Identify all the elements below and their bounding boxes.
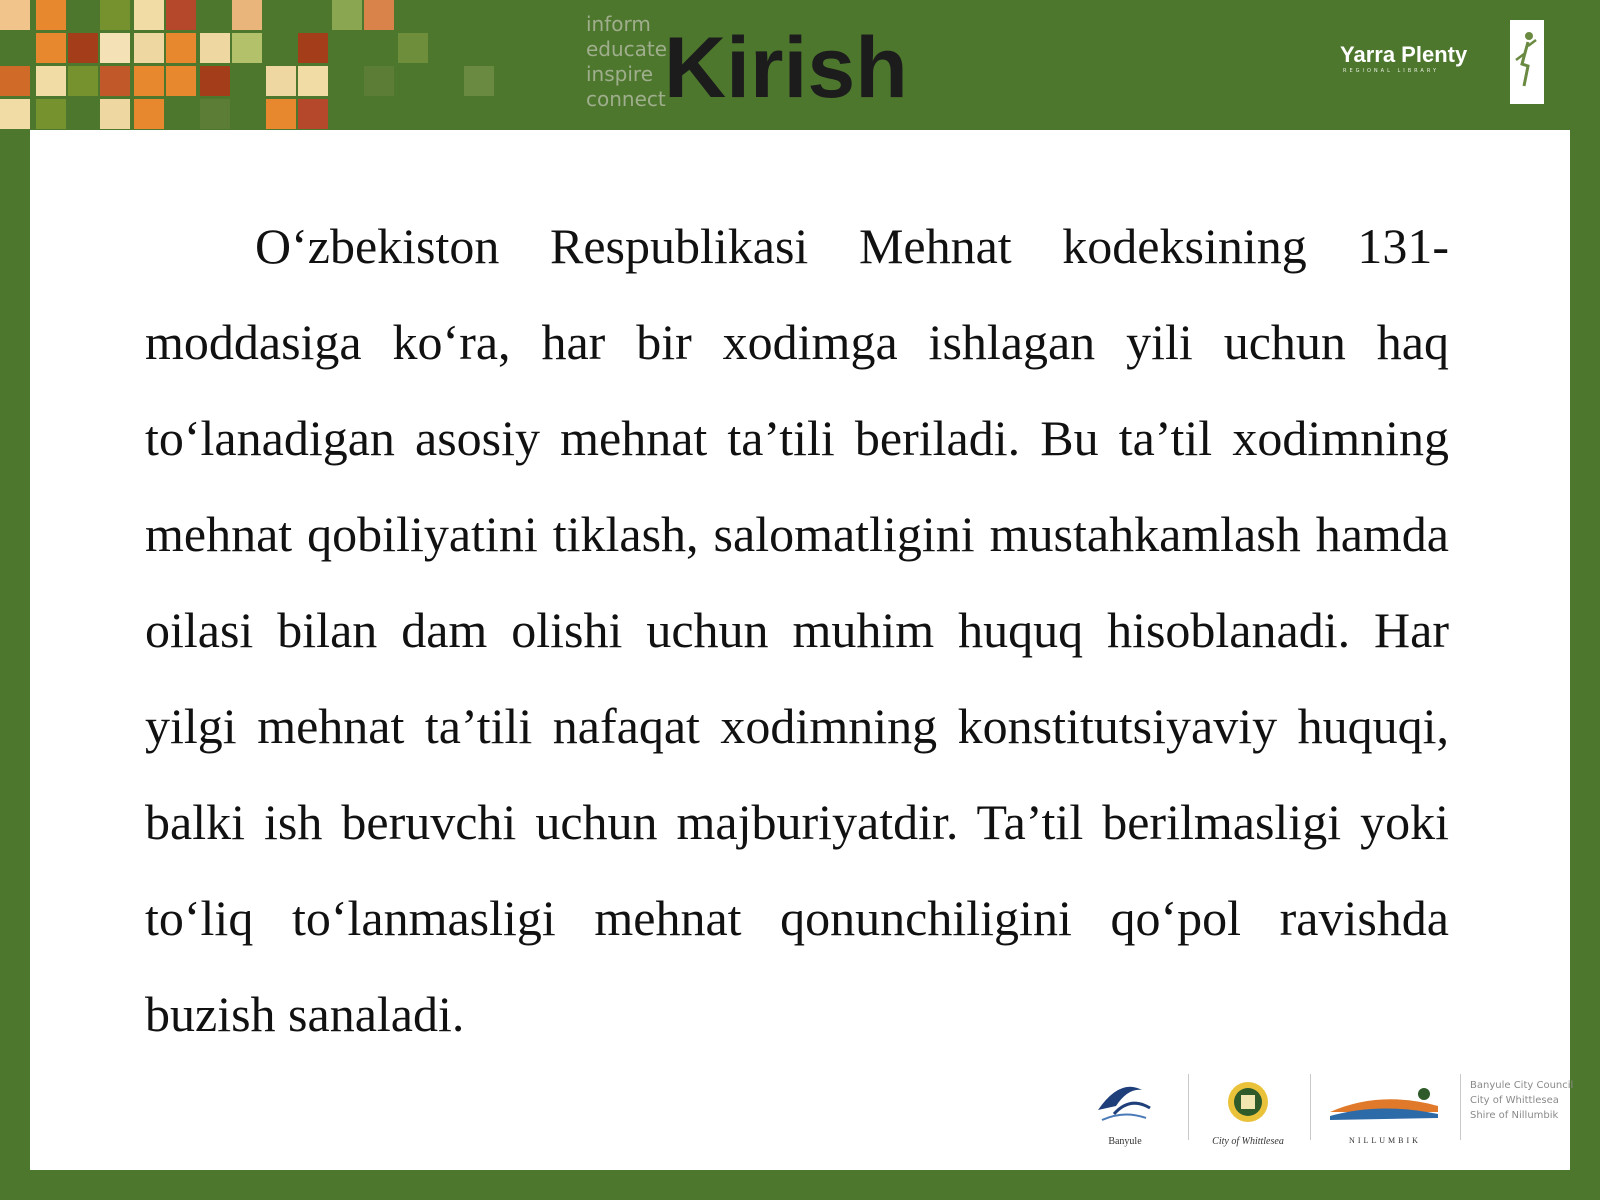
tagline-inform: inform <box>586 12 651 36</box>
brand-figure-icon <box>1510 20 1544 104</box>
council-item: Shire of Nillumbik <box>1470 1110 1559 1121</box>
council-item: City of Whittlesea <box>1470 1095 1559 1106</box>
whittlesea-crest-icon <box>1198 1070 1298 1134</box>
mosaic-tiles <box>0 0 600 130</box>
logo-divider <box>1310 1074 1311 1140</box>
body-paragraph: O‘zbekiston Respublikasi Mehnat kodeksining 131-moddasiga ko‘ra, har bir xodimga ishlagan yili uchun haq to‘lanadigan asosiy mehnat ta’tili beriladi. Bu ta’til xodimning mehnat qobiliyatini tiklash, salomatligini mustahkamlash hamda oilasi bilan dam olishi uchun muhim huquq hisoblanadi. Har yilgi mehnat ta’tili nafaqat xodimning konstitutsiyaviy huquqi, balki ish beruvchi uchun majburiyatdir. Ta’til berilmasligi yoki to‘liq to‘lanmasligi mehnat qonunchiligini qo‘pol ravishda buzish sanaladi. <box>145 218 1449 1042</box>
nillumbik-logo <box>1320 1070 1450 1160</box>
nillumbik-logo-label: NILLUMBIK <box>1349 1136 1421 1145</box>
slide-header <box>0 0 1600 130</box>
footer-logos <box>1080 1070 1574 1160</box>
brand-subtitle: REGIONAL LIBRARY <box>1343 68 1440 74</box>
header-mosaic-graphic <box>0 0 600 130</box>
content-panel <box>30 130 1574 1170</box>
slide-title: Kirish <box>664 20 908 116</box>
banyule-logo-label: Banyule <box>1108 1136 1142 1147</box>
council-list <box>1470 1078 1573 1123</box>
logo-divider <box>1460 1074 1461 1140</box>
tagline-educate: educate <box>586 37 668 61</box>
tagline-connect: connect <box>586 87 666 111</box>
logo-divider <box>1188 1074 1189 1140</box>
tagline-stack <box>586 12 676 112</box>
nillumbik-landscape-icon <box>1320 1070 1450 1134</box>
banyule-bird-icon <box>1080 1070 1170 1134</box>
whittlesea-logo <box>1198 1070 1298 1160</box>
whittlesea-logo-label: City of Whittlesea <box>1212 1136 1284 1147</box>
council-item: Banyule City Council <box>1470 1080 1574 1091</box>
tagline-inspire: inspire <box>586 62 653 86</box>
brand-name: Yarra Plenty <box>1340 42 1468 67</box>
banyule-logo <box>1080 1070 1170 1160</box>
